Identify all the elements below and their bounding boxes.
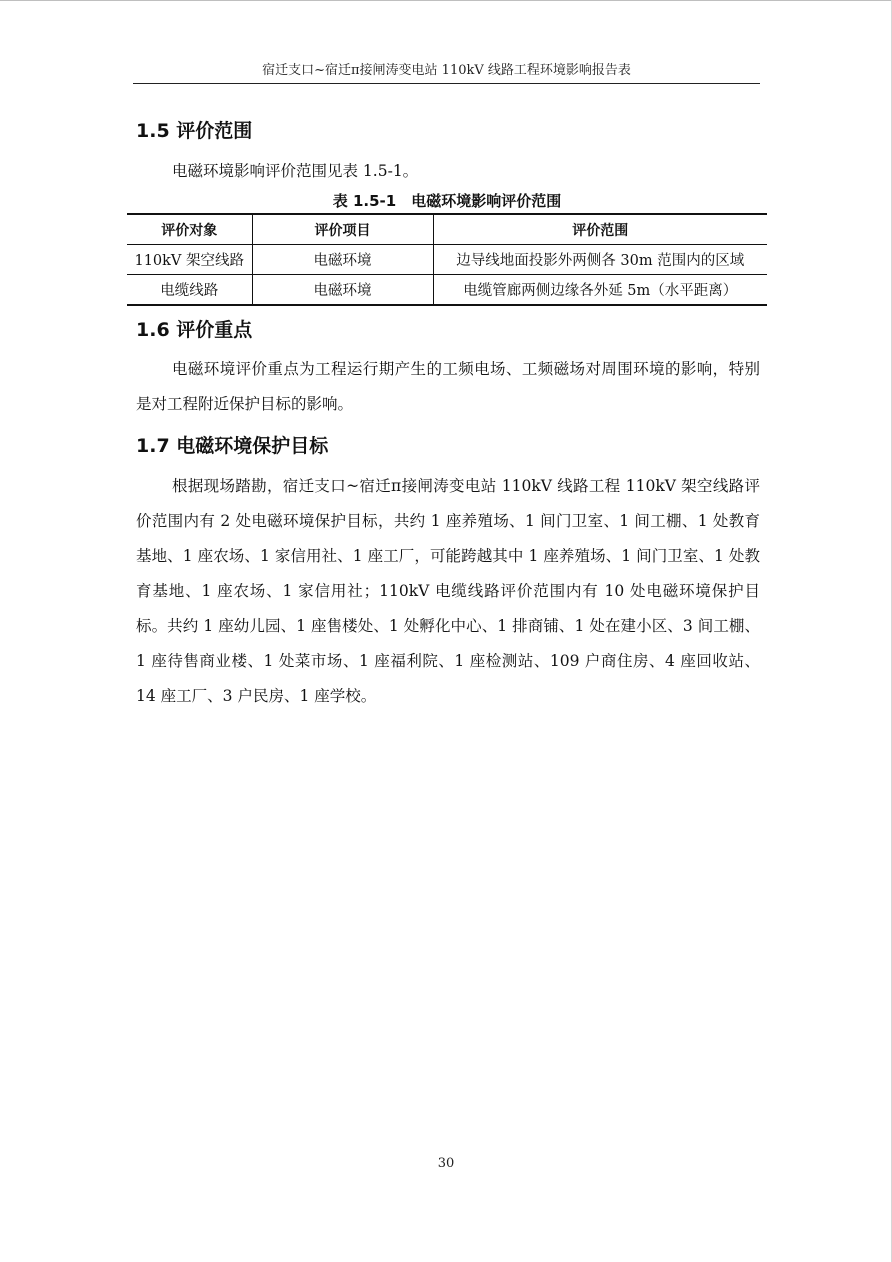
table-cell: 电缆管廊两侧边缘各外延 5m（水平距离） [433, 275, 767, 306]
column-header: 评价对象 [127, 214, 252, 245]
page-top-border [0, 0, 892, 1]
table-row [127, 245, 767, 275]
table-cell: 110kV 架空线路 [127, 245, 252, 275]
column-header: 评价项目 [252, 214, 433, 245]
column-header: 评价范围 [433, 214, 767, 245]
table-row [127, 275, 767, 306]
running-header: 宿迁支口~宿迁π接闸涛变电站 110kV 线路工程环境影响报告表 [133, 62, 760, 84]
section-1-6-heading: 1.6 评价重点 [136, 319, 253, 341]
evaluation-range-table [127, 213, 767, 306]
table-cell: 电磁环境 [252, 245, 433, 275]
table-header-row [127, 214, 767, 245]
table-cell: 电磁环境 [252, 275, 433, 306]
section-1-7-heading: 1.7 电磁环境保护目标 [136, 435, 329, 457]
section-1-5-intro: 电磁环境影响评价范围见表 1.5-1。 [172, 162, 419, 180]
section-1-6-body: 电磁环境评价重点为工程运行期产生的工频电场、工频磁场对周围环境的影响，特别是对工程附近保护目标的影响。 [136, 360, 760, 413]
table-cell: 电缆线路 [127, 275, 252, 306]
table-cell: 边导线地面投影外两侧各 30m 范围内的区域 [433, 245, 767, 275]
section-1-5-heading: 1.5 评价范围 [136, 120, 253, 142]
page-number: 30 [437, 1156, 455, 1171]
section-1-7-body: 根据现场踏勘，宿迁支口~宿迁π接闸涛变电站 110kV 线路工程 110kV 架空线路评价范围内有 2 处电磁环境保护目标，共约 1 座养殖场、1 间门卫室、1 间工棚、1 处教育基地、1 座农场、1 家信用社、1 座工厂，可能跨越其中 1 座养殖场、1 间门卫室、1 处教育基地、1 座农场、1 家信用社；110kV 电缆线路评价范围内有 10 处电磁环境保护目标。共约 1 座幼儿园、1 座售楼处、1 处孵化中心、1 排商铺、1 处在建小区、3 间工棚、1 座待售商业楼、1 处菜市场、1 座福利院、1 座检测站、109 户商住房、4 座回收站、14 座工厂、3 户民房、1 座学校。 [136, 477, 760, 705]
table-caption: 表 1.5-1 电磁环境影响评价范围 [332, 192, 562, 210]
